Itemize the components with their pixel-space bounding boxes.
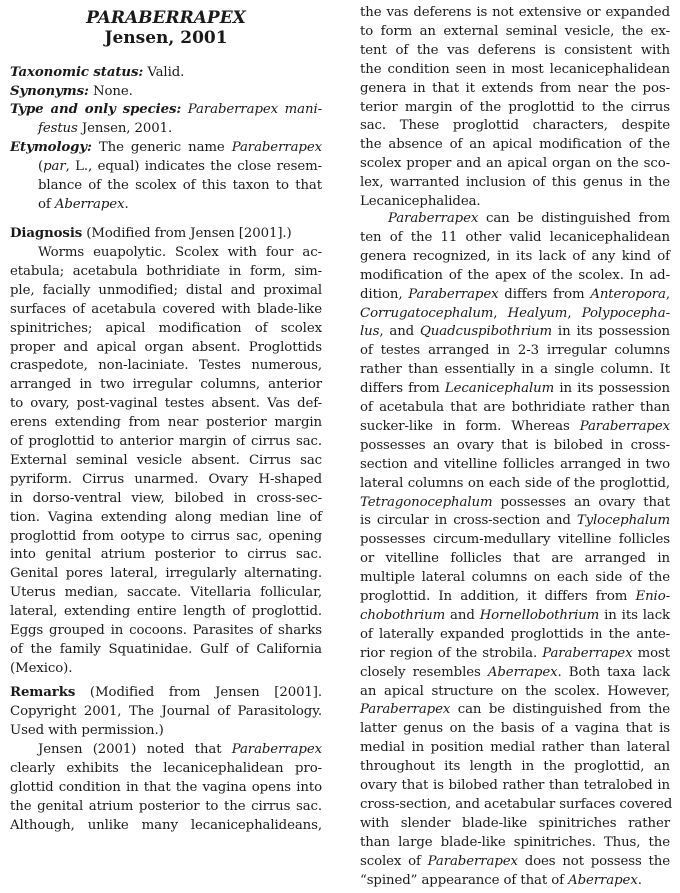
remarks-source-2: Copyright 2001, The Journal of Parasitology. (10, 704, 322, 719)
remarks-p2-line (360, 531, 670, 549)
remarks-p2-line (360, 475, 670, 493)
text-run: craspedote, non-laciniate. Testes numerous, (10, 358, 322, 374)
diagnosis-line (10, 433, 322, 451)
type-species-epithet: festus (38, 121, 78, 136)
taxon-name: Healyum (507, 305, 568, 321)
remarks-p2-line (360, 456, 670, 474)
text-run: medial in position medial rather than lateral (360, 740, 670, 756)
remarks-source-1: (Modified from Jensen [2001]. (75, 685, 322, 700)
text-run: arranged in two irregular columns, anterior (10, 377, 322, 393)
remarks-left-line (10, 798, 322, 816)
text-run: Uterus median, saccate. Vitellaria follicular, (10, 585, 322, 601)
remarks-p2-line (360, 229, 670, 247)
remarks-left-line (10, 817, 322, 835)
remarks-p2-line (360, 342, 670, 360)
diagnosis-line (10, 263, 322, 281)
diagnosis-line (10, 641, 322, 659)
text-run: , (665, 286, 670, 302)
text-run: can be distinguished from the (450, 702, 670, 718)
diagnosis-heading (10, 225, 322, 243)
etymology-line-4 (10, 196, 322, 214)
text-run: in its possession (554, 381, 671, 397)
remarks-p2-line (360, 494, 670, 512)
type-species-cont (10, 120, 322, 138)
type-species-authority: Jensen, 2001. (77, 121, 173, 136)
etymology-aberrapex: Aberrapex (54, 197, 125, 212)
remarks-p2-line (360, 739, 670, 757)
etymology-paren: ( (38, 159, 44, 174)
remarks-p2-line (360, 720, 670, 738)
taxon-name: Paraberrapex (231, 742, 322, 757)
taxon-name: Tylocephalum (576, 513, 670, 529)
remarks-p2-line (360, 664, 670, 682)
text-run: does not possess the (517, 853, 671, 869)
text-run: Lecanicephalidea. (360, 194, 481, 209)
diagnosis-title: Diagnosis (10, 226, 83, 241)
text-run: (Mexico). (10, 660, 73, 676)
remarks-p2-line (360, 645, 670, 663)
diagnosis-line (10, 565, 322, 583)
taxon-name: Paraberrapex (579, 418, 670, 434)
remarks-p2-line (360, 701, 670, 719)
taxon-name: Quadcuspibothrium (420, 324, 553, 340)
text-run: the vas deferens is not extensive or expanded (360, 5, 670, 20)
text-run: proglottid. In addition, it differs from (360, 589, 636, 604)
taxon-name: Tetragonocephalum (360, 494, 493, 510)
taxon-name: Paraberrapex (388, 211, 479, 226)
etymology-line-3 (10, 177, 322, 195)
remarks-right-line (360, 99, 670, 117)
text-run: genera in that it extends from near the pos- (360, 80, 670, 96)
text-run: an apical structure on the scolex. However, (360, 683, 670, 699)
text-run: can be distinguished from (478, 211, 670, 226)
text-run: . Both taxa lack (557, 664, 670, 680)
remarks-p2-line (360, 305, 670, 323)
synonyms (10, 83, 322, 101)
diagnosis-line (10, 546, 322, 564)
text-run: , (493, 305, 508, 321)
diagnosis-line (10, 376, 322, 394)
diagnosis-line (10, 282, 322, 300)
text-run: and (445, 607, 480, 623)
remarks-p2-line (360, 796, 673, 814)
text-run: glottid condition in that the vagina opens into (10, 779, 322, 795)
taxonomic-status-value: Valid. (147, 65, 185, 80)
text-run: possesses an ovary that (492, 494, 670, 510)
text-run: lateral, extending entire length of proglottid. (10, 604, 322, 620)
text-run: multiple lateral columns on each side of the (360, 570, 670, 586)
text-run: External seminal vesicle absent. Cirrus sac (10, 452, 322, 468)
taxon-name: chobothrium (360, 607, 446, 623)
diagnosis-line (10, 339, 322, 357)
diagnosis-line (10, 244, 322, 262)
text-run: modification of the apex of the scolex. In ad- (360, 267, 670, 283)
text-run: of proglottid to anterior margin of cirrus sac. (10, 434, 322, 449)
remarks-right-line (360, 23, 670, 41)
remarks-source-line-2 (10, 703, 322, 721)
text-run: differs from (498, 286, 591, 302)
remarks-p2-line (360, 834, 670, 852)
text-run: into genital atrium posterior to cirrus sac. (10, 547, 322, 563)
text-run: of laterally expanded proglottids in the ante- (360, 626, 670, 642)
text-run: Eggs grouped in cocoons. Parasites of sharks (10, 623, 322, 638)
text-run: genera recognized, in its lack of any kind of (360, 248, 670, 264)
remarks-right-line (360, 117, 670, 135)
text-run: spinitriches; apical modification of scolex (10, 320, 322, 336)
diagnosis-line (10, 301, 322, 319)
text-run: tion. Vagina extending along median line of (10, 509, 322, 525)
taxonomic-status (10, 64, 322, 82)
text-run: clearly exhibits the lecanicephalidean pro- (10, 760, 322, 776)
remarks-left-line (10, 779, 322, 797)
remarks-p2-line (360, 758, 670, 776)
text-run: ple, facially unmodified; distal and proximal (10, 282, 322, 298)
text-run: throughout its length in the proglottid, an (360, 759, 670, 775)
right-column (360, 0, 673, 893)
text-run: scolex of (360, 853, 428, 869)
remarks-right-line (360, 174, 670, 192)
text-run: in its possession (552, 324, 670, 340)
remarks-title: Remarks (10, 685, 76, 700)
text-run: pyriform. Cirrus unarmed. Ovary H-shaped (10, 471, 322, 487)
text-run: terior margin of the proglottid to the cirrus (360, 99, 670, 115)
text-run: closely resembles (360, 664, 488, 680)
text-run: than large blade-like spinitriches. Thus, the (360, 834, 670, 850)
text-run: to ovary, post-vaginal testes absent. Vas def- (10, 396, 322, 412)
taxon-name: Paraberrapex (408, 286, 499, 302)
diagnosis-line (10, 490, 322, 508)
remarks-p2-line (360, 777, 670, 795)
taxon-name: Aberrapex (487, 664, 558, 680)
diagnosis-line (10, 414, 322, 432)
text-run: tent of the vas deferens is consistent with (360, 42, 670, 58)
genus-authority: Jensen, 2001 (104, 28, 228, 48)
text-run: Jensen (2001) noted that (38, 742, 232, 757)
etymology-text-2: , L., equal) indicates the close resem- (65, 159, 322, 174)
text-run: dition, (360, 286, 409, 302)
remarks-right-line (360, 4, 670, 22)
text-run: section and vitelline follicles arranged in two (360, 456, 670, 472)
remarks-p2-line (360, 550, 670, 568)
remarks-p2-line (360, 512, 670, 530)
genus-name: PARABERRAPEX (86, 8, 246, 28)
text-run: of acetabula that are bothridiate rather than (360, 400, 670, 415)
text-run: sucker-like in form. Whereas (360, 418, 580, 434)
text-run: with slender blade-like spinitriches rather (360, 815, 670, 831)
diagnosis-line (10, 603, 322, 621)
remarks-p2-line (360, 683, 670, 701)
diagnosis-line (10, 320, 322, 338)
text-run: rior region of the strobila. (360, 645, 543, 661)
text-run: surfaces of acetabula covered with blade-like (10, 301, 322, 317)
text-run: the condition seen in most lecanicephalidean (360, 61, 670, 77)
taxon-name: Polypocepha- (581, 305, 670, 321)
text-run: of testes arranged in 2-3 irregular columns (360, 343, 670, 359)
synonyms-value: None. (92, 84, 133, 99)
remarks-left-line (10, 760, 322, 778)
remarks-p2-line (360, 815, 670, 833)
remarks-right-line (360, 155, 670, 173)
taxon-name: Paraberrapex (542, 645, 633, 661)
etymology-text: The generic name (91, 140, 232, 155)
text-run: Genital pores lateral, irregularly alternating. (10, 566, 322, 582)
remarks-p2-line (360, 248, 670, 266)
text-run: possesses an ovary that is bilobed in cross- (360, 437, 670, 453)
text-run: lateral columns on each side of the proglottid, (360, 475, 670, 491)
text-run: proper and apical organ absent. Proglottids (10, 339, 322, 355)
text-run: is circular in cross-section and (360, 513, 577, 529)
text-run: to form an external seminal vesicle, the ex- (360, 23, 670, 39)
text-run: rather than essentially in a single column. It (360, 362, 670, 378)
taxon-name: Paraberrapex (360, 702, 451, 718)
diagnosis-line (10, 395, 322, 413)
remarks-right-line (360, 136, 670, 154)
text-run: of the family Squatinidae. Gulf of California (10, 641, 322, 657)
diagnosis-line (10, 584, 322, 602)
text-run: etabula; acetabula bothridiate in form, sim- (10, 263, 322, 279)
remarks-source-3: Used with permission.) (10, 723, 164, 738)
text-run: most (632, 645, 671, 661)
text-run: ovary that is bilobed rather than tetralobed in (360, 778, 670, 793)
taxon-name: Hornellobothrium (479, 607, 600, 623)
taxon-name: Enio- (635, 589, 670, 604)
text-run: the absence of an apical modification of the (360, 137, 670, 153)
etymology (10, 139, 322, 157)
remarks-p2-line (360, 399, 670, 417)
etymology-of: of (38, 197, 55, 212)
text-run: sac. These proglottid characters, despite (360, 118, 670, 134)
remarks-right-line (360, 42, 670, 60)
text-run: latter genus on the basis of a vagina that is (360, 721, 670, 737)
text-run: or vitelline follicles that are arranged in (360, 551, 670, 567)
text-run: proglottid from ootype to cirrus sac, opening (10, 528, 322, 544)
remarks-p2-line (360, 626, 670, 644)
type-species (10, 101, 322, 119)
diagnosis-line (10, 452, 322, 470)
remarks-p2-line (360, 380, 670, 398)
etymology-period: . (124, 197, 129, 212)
etymology-label: Etymology: (10, 140, 92, 155)
text-run: erens extending from near posterior margin (10, 415, 322, 431)
taxon-name: Corrugatocephalum (360, 305, 494, 321)
diagnosis-line (10, 509, 322, 527)
text-run: . (637, 872, 642, 888)
diagnosis-line (10, 622, 322, 640)
taxon-name: lus (360, 324, 380, 340)
remarks-p2-line (360, 569, 670, 587)
remarks-right-line (360, 80, 670, 98)
etymology-root: par (43, 159, 66, 174)
etymology-genus: Paraberrapex (231, 140, 322, 155)
synonyms-label: Synonyms: (10, 84, 89, 99)
left-column (10, 0, 322, 893)
diagnosis-line (10, 471, 322, 489)
text-run: “spined” appearance of that of (360, 872, 569, 888)
remarks-source-line-3 (10, 722, 322, 740)
taxonomic-status-label: Taxonomic status: (10, 65, 144, 80)
remarks-p2-line (360, 323, 670, 341)
etymology-text-3: blance of the scolex of this taxon to that (38, 178, 322, 193)
remarks-p2-line (360, 853, 670, 871)
remarks-p2-line (360, 607, 670, 625)
text-run: , and (379, 324, 420, 340)
remarks-right-line (360, 193, 670, 211)
remarks-p2-line (360, 361, 670, 379)
taxon-name: Aberrapex (568, 872, 638, 888)
text-run: scolex proper and an apical organ on the sco- (360, 156, 670, 172)
remarks-p2-line (360, 210, 670, 228)
diagnosis-source: (Modified from Jensen [2001].) (82, 226, 292, 241)
diagnosis-line (10, 528, 322, 546)
remarks-heading (10, 684, 322, 702)
text-run: possesses circum-medullary vitelline follicles (360, 532, 670, 548)
remarks-p2-line (360, 267, 670, 285)
text-run: Although, unlike many lecanicephalideans, (10, 817, 322, 833)
remarks-p2-line (360, 872, 670, 890)
remarks-p2-line (360, 418, 670, 436)
diagnosis-line (10, 357, 322, 375)
text-run: , (567, 305, 582, 321)
type-species-label: Type and only species: (10, 102, 182, 117)
diagnosis-line (10, 660, 322, 678)
type-species-name: Paraberrapex mani- (187, 102, 322, 117)
text-run: in its lack (599, 607, 670, 623)
remarks-p2-line (360, 588, 670, 606)
remarks-left-line (10, 741, 322, 759)
text-run: Worms euapolytic. Scolex with four ac- (38, 245, 322, 260)
etymology-line-2 (10, 158, 322, 176)
remarks-p2-line (360, 437, 670, 455)
taxon-name: Lecanicephalum (444, 381, 555, 397)
taxon-name: Anteropora (590, 286, 666, 302)
text-run: in dorso-ventral view, bilobed in cross-sec- (10, 490, 322, 506)
text-run: cross-section, and acetabular surfaces covered (360, 796, 673, 812)
text-run: ten of the 11 other valid lecanicephalidean (360, 229, 670, 245)
taxon-name: Paraberrapex (427, 853, 518, 869)
remarks-right-line (360, 61, 670, 79)
text-run: differs from (360, 381, 445, 397)
text-run: the genital atrium posterior to the cirrus sac. (10, 798, 322, 814)
text-run: lex, warranted inclusion of this genus in the (360, 175, 670, 191)
remarks-p2-line (360, 286, 670, 304)
